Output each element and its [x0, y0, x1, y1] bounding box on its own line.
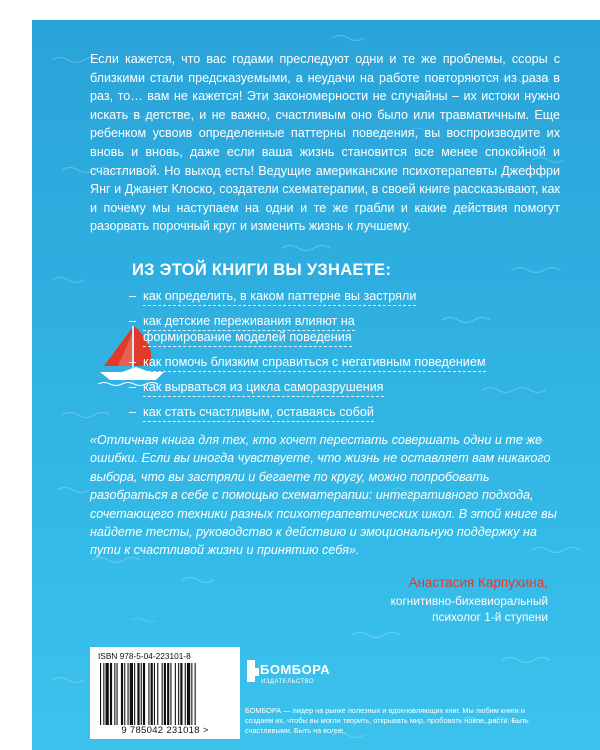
barcode-bar	[185, 663, 186, 725]
barcode-bar	[175, 663, 176, 725]
barcode-bar	[162, 663, 163, 725]
list-item: – как детские переживания влияют на формирование моделей поведения	[129, 311, 443, 347]
quote-author: Анастасия Карпухина,	[408, 575, 548, 590]
barcode-bar	[121, 663, 123, 725]
barcode-bar	[187, 663, 190, 725]
list-item: – как определить, в каком паттерне вы застряли	[129, 286, 416, 306]
barcode-bar	[178, 663, 179, 725]
quote-text: «Отличная книга для тех, кто хочет перестать совершать одни и те же ошибки. Если вы иногда чувствуете, что жизнь не оставляет вам никакого выбора, что вы застряли и бегаете по кругу, можно попробовать разобраться в себе с помощью схематерапии: интегративного подхода, сочетающего техники разных психотерапевтических школ. В этой книге вы найдете тесты, руководство к действию и эмоциональную поддержку на пути к счастливой жизни и принятию себя».	[90, 433, 557, 558]
barcode-bar	[103, 663, 104, 725]
barcode-bar	[164, 663, 166, 725]
learn-heading: ИЗ ЭТОЙ КНИГИ ВЫ УЗНАЕТЕ:	[132, 261, 392, 279]
barcode-bar	[110, 663, 112, 725]
barcode-bar	[100, 663, 101, 725]
barcode-bar	[117, 663, 118, 725]
book-back-cover	[32, 20, 600, 750]
barcode-bar	[157, 663, 158, 725]
review-quote	[90, 431, 560, 560]
barcode-bar	[167, 663, 169, 725]
barcode-bar	[130, 663, 133, 725]
barcode-bar	[141, 663, 142, 725]
barcode-bar	[106, 663, 109, 725]
barcode-bar	[191, 663, 192, 725]
publisher-logo-text: БОМБОРА	[260, 662, 331, 677]
barcode-bar	[128, 663, 129, 725]
barcode-bar	[151, 663, 153, 725]
barcode-bar	[124, 663, 125, 725]
barcode-bar	[170, 663, 171, 725]
quote-author-role: когнитивно-бихевиоральный психолог 1-й ступени	[390, 594, 548, 624]
list-item: – как стать счастливым, оставаясь собой	[129, 402, 374, 422]
barcode-number: 9 785042 231018 >	[121, 725, 209, 736]
barcode	[90, 647, 240, 739]
publisher-blurb: БОМБОРА — лидер на рынке полезных и вдохновляющих книг. Мы любим книги и создаем их, чтобы вы могли творить, открывать мир, пробовать новое, расти. Быть счастливыми. Быть на волне.	[245, 706, 529, 735]
barcode-bar	[148, 663, 149, 725]
list-item: – как вырваться из цикла саморазрушения	[129, 377, 384, 397]
barcode-bar	[114, 663, 115, 725]
barcode-bar	[195, 663, 196, 725]
isbn-label: ISBN 978-5-04-223101-8	[98, 651, 191, 661]
barcode-bar	[154, 663, 155, 725]
barcode-bar	[134, 663, 135, 725]
intro-paragraph: Если кажется, что вас годами преследуют одни и те же проблемы, ссоры с близкими стали предсказуемыми, а неудачи на работе повторяются из раза в раз, то… вам не кажется! Эти закономерности не случайны – их истоки нужно искать в детстве, и не важно, счастливым оно было или травматичным. Еще ребенком усвоив определенные паттерны поведения, вы воспроизводите их вновь и вновь, даже если ваша жизнь становится все менее спокойной и счастливой. Но выход есть! Ведущие американские психотерапевты Джеффри Янг и Джанет Клоско, создатели схематерапии, в своей книге рассказывают, как и почему мы наступаем на одни и те же грабли и какие действия помогут разорвать порочный круг и изменить жизнь к лучшему.	[90, 52, 560, 234]
list-item: – как помочь близким справиться с негативным поведением	[129, 352, 486, 372]
barcode-bars	[100, 663, 230, 725]
barcode-bar	[137, 663, 139, 725]
barcode-bar	[143, 663, 145, 725]
publisher-logo-subtitle: ИЗДАТЕЛЬСТВО	[261, 679, 315, 685]
intro-text	[90, 50, 560, 236]
barcode-bar	[180, 663, 182, 725]
